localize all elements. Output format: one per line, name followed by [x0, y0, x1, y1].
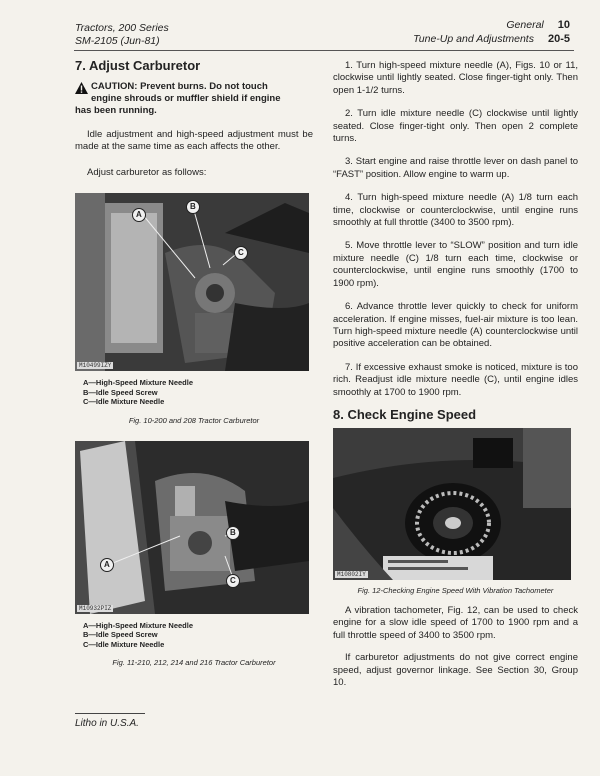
caution-block — [75, 81, 313, 117]
series-title: Tractors, 200 Series — [75, 22, 169, 34]
legend-item: A—High-Speed Mixture Needle — [83, 620, 194, 630]
callout-a: A — [136, 210, 142, 220]
header-right — [413, 18, 570, 46]
page-number: 20-5 — [547, 33, 570, 45]
section-heading-carburetor: 7. Adjust Carburetor — [75, 58, 201, 73]
legend-item: C—Idle Mixture Needle — [83, 397, 165, 407]
paragraph-tachometer: A vibration tachometer, Fig. 12, can be used to check engine for a slow idle speed of 1700 to 1900 rpm and a full throttle speed of 3400 to 3500 rpm. — [333, 604, 578, 641]
caution-line-1: CAUTION: Prevent burns. Do not touch — [91, 81, 268, 92]
legend-item: A—High-Speed Mixture Needle — [83, 378, 194, 388]
section-name: General — [506, 19, 544, 31]
figure-code: M10499IZY — [79, 362, 112, 370]
footer-rule — [75, 713, 145, 714]
subsection-name: Tune-Up and Adjustments — [413, 33, 534, 45]
figure-11-photo — [75, 441, 309, 614]
paragraph-governor: If carburetor adjustments do not give correct engine speed, adjust governor linkage. See Section 30, Group 10. — [333, 652, 578, 688]
section-number: 10 — [557, 19, 570, 31]
step-5: 5. Move throttle lever to “SLOW” position and turn idle mixture needle (C) 1/8 turn each time, clockwise or counterclockwise, until engine runs smoothly (1700 to 1900 rpm). — [333, 240, 578, 289]
warning-triangle-icon — [75, 82, 88, 94]
figure-11-caption: Fig. 11-210, 212, 214 and 216 Tractor Carburetor — [112, 658, 276, 668]
legend-item: B—Idle Speed Screw — [83, 630, 158, 640]
figure-12-photo — [333, 428, 571, 580]
callout-a: A — [104, 559, 110, 569]
figure-code: M10802IY — [337, 570, 366, 578]
callout-b: B — [190, 202, 196, 212]
step-4: 4. Turn high-speed mixture needle (A) 1/8 turn each time, clockwise or counterclockwise, until engine runs smoothly at full throttle (3400 to 3500 rpm). — [333, 192, 578, 229]
caution-line-3: has been running. — [75, 105, 157, 116]
callout-c: C — [230, 575, 236, 585]
figure-10-photo — [75, 193, 309, 371]
callout-c: C — [238, 248, 244, 258]
manual-number: SM-2105 (Jun-81) — [75, 35, 160, 47]
callout-b: B — [230, 527, 236, 537]
step-6: 6. Advance throttle lever quickly to check for uniform acceleration. If engine misses, fuel-air mixture is too lean. Turn high-speed mixture needle (A) counterclockwise until positive acceleration can be obtained. — [333, 301, 578, 350]
figure-10-legend — [83, 378, 313, 407]
figure-10-caption: Fig. 10-200 and 208 Tractor Carburetor — [128, 415, 260, 425]
carburetor-photo-illustration — [75, 441, 309, 614]
step-7: 7. If excessive exhaust smoke is noticed, mixture is too rich. Readjust idle mixture needle (C), until engine idles smoothly at 1700 to 1900 rpm. — [333, 361, 578, 398]
paragraph-idle-adjust: Idle adjustment and high-speed adjustment must be made at the same time as each affects the other. — [75, 129, 313, 153]
legend-item: B—Idle Speed Screw — [83, 387, 158, 397]
legend-item: C—Idle Mixture Needle — [83, 639, 165, 649]
figure-code: M10932PIZ — [79, 604, 112, 612]
footer-litho: Litho in U.S.A. — [75, 718, 139, 729]
carburetor-photo-illustration — [75, 193, 309, 371]
tachometer-photo-illustration — [333, 428, 571, 580]
header-rule — [74, 50, 574, 51]
step-2: 2. Turn idle mixture needle (C) clockwise until lightly seated. Close finger-tight only. Then open 2 complete turns. — [333, 108, 578, 145]
caution-line-2: engine shrouds or muffler shield if engine — [91, 93, 281, 104]
paragraph-adjust-as-follows: Adjust carburetor as follows: — [87, 166, 207, 178]
right-column — [333, 58, 578, 689]
figure-11-legend — [83, 621, 313, 650]
step-1: 1. Turn high-speed mixture needle (A), Figs. 10 or 11, clockwise until lightly seated. Close finger-tight only. Then open 1-1/2 turns. — [333, 60, 578, 96]
step-3: 3. Start engine and raise throttle lever on dash panel to “FAST” position. Allow engine to warm up. — [333, 156, 578, 180]
section-heading-engine-speed: 8. Check Engine Speed — [333, 406, 477, 422]
figure-12-caption: Fig. 12-Checking Engine Speed With Vibration Tachometer — [357, 585, 554, 595]
header-left — [75, 22, 169, 48]
left-column — [75, 58, 313, 667]
